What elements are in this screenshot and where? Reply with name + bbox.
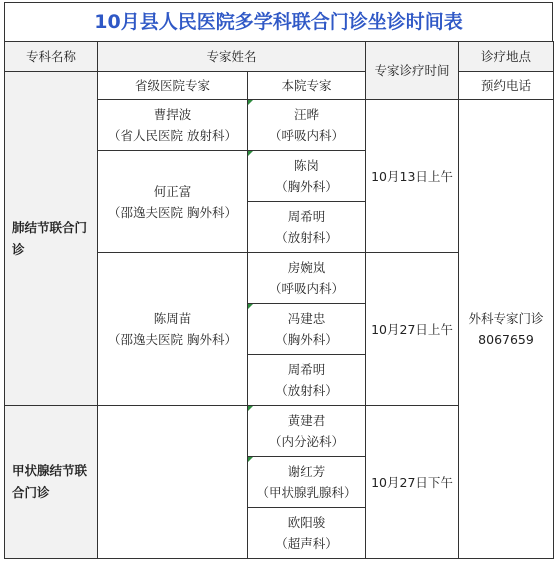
prov-expert-empty-cell — [98, 406, 248, 559]
local-expert-name: 周希明 — [287, 362, 326, 377]
prov-expert-cell — [98, 253, 248, 406]
local-expert-name: 黄建君 — [287, 413, 326, 428]
local-expert-dept: （呼吸内科） — [269, 281, 345, 296]
local-expert-cell — [248, 253, 366, 304]
prov-expert-name: 陈周苗 — [153, 311, 192, 326]
header-location: 诊疗地点 — [459, 42, 554, 72]
header-provincial: 省级医院专家 — [98, 72, 248, 100]
prov-expert-cell — [98, 151, 248, 253]
local-expert-dept: （胸外科） — [275, 179, 338, 194]
time-cell: 10月27日上午 — [366, 253, 459, 406]
prov-expert-cell — [98, 100, 248, 151]
local-expert-cell — [248, 151, 366, 202]
dept-thyroid-label: 甲状腺结节联合门诊 — [12, 463, 88, 500]
local-expert-dept: （放射科） — [275, 383, 338, 398]
header-dept: 专科名称 — [5, 42, 98, 72]
local-expert-dept: （呼吸内科） — [269, 128, 345, 143]
location-place: 外科专家门诊 — [468, 311, 544, 326]
local-expert-cell — [248, 508, 366, 559]
time-cell: 10月13日上午 — [366, 100, 459, 253]
local-expert-dept: （胸外科） — [275, 332, 338, 347]
dept-lung-label: 肺结节联合门诊 — [12, 219, 88, 257]
local-expert-name: 周希明 — [287, 209, 326, 224]
local-expert-cell — [248, 355, 366, 406]
local-expert-name: 汪晔 — [294, 107, 320, 122]
prov-expert-name: 曹捍波 — [153, 107, 192, 122]
local-expert-name: 欧阳骏 — [287, 515, 326, 530]
dept-lung-cell — [5, 72, 98, 406]
schedule-table — [4, 41, 554, 559]
prov-expert-name: 何正富 — [153, 183, 192, 199]
local-expert-dept: （超声科） — [275, 536, 338, 551]
local-expert-dept: （甲状腺乳腺科） — [256, 485, 357, 500]
dept-thyroid-cell — [5, 406, 98, 559]
page-title: 10月县人民医院多学科联合门诊坐诊时间表 — [4, 2, 553, 41]
local-expert-cell — [248, 406, 366, 457]
header-phone: 预约电话 — [459, 72, 554, 100]
local-expert-name: 谢红芳 — [287, 464, 326, 479]
location-cell — [459, 100, 554, 559]
local-expert-name: 房婉岚 — [287, 260, 326, 275]
header-experts: 专家姓名 — [98, 42, 366, 72]
local-expert-cell — [248, 202, 366, 253]
local-expert-dept: （放射科） — [275, 230, 338, 245]
time-cell: 10月27日下午 — [366, 406, 459, 559]
header-time: 专家诊疗时间 — [366, 42, 459, 100]
header-local: 本院专家 — [248, 72, 366, 100]
location-phone: 8067659 — [478, 332, 534, 347]
schedule-sheet — [4, 2, 553, 559]
local-expert-name: 冯建忠 — [287, 311, 326, 326]
prov-expert-org: （邵逸夫医院 胸外科） — [108, 332, 237, 347]
local-expert-name: 陈岗 — [294, 158, 320, 173]
local-expert-cell — [248, 100, 366, 151]
local-expert-cell — [248, 457, 366, 508]
local-expert-cell — [248, 304, 366, 355]
prov-expert-org: （省人民医院 放射科） — [108, 128, 237, 143]
local-expert-dept: （内分泌科） — [269, 434, 345, 449]
prov-expert-org: （邵逸夫医院 胸外科） — [108, 204, 237, 220]
